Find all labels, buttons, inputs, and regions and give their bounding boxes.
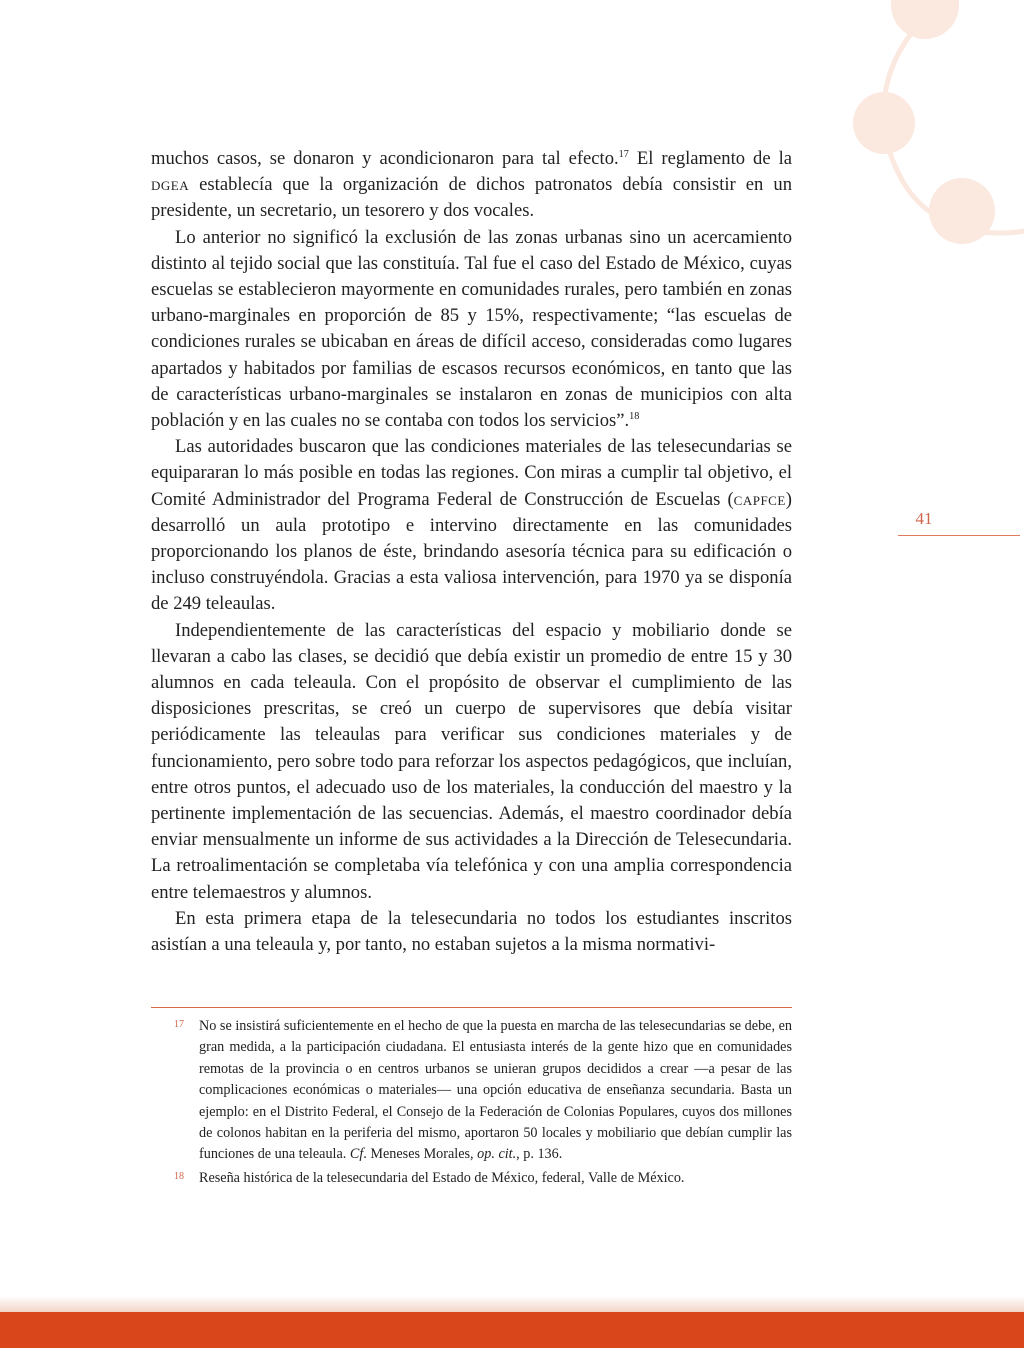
decorative-arc: [884, 0, 1024, 233]
paragraph-1-text-c: establecía que la organización de dichos patronatos debía consistir en un presidente, un secretario, un tesorero y dos vocales.: [151, 174, 792, 222]
paragraph-5: En esta primera etapa de la telesecundaria no todos los estudiantes inscritos asistían a una teleaula y, por tanto, no estaban sujetos a la misma normativi-: [151, 907, 792, 956]
paragraph-1: [151, 146, 792, 225]
paragraph-3-text-b: ) desarrolló un aula prototipo e intervino directamente en las comunidades proporcionando los planos de éste, brindando asesoría técnica para su edificación o incluso construyéndola. Gracias a esta valiosa intervención, para 1970 ya se disponía de 249 teleaulas.: [151, 488, 792, 615]
paragraph-3-text-a: Las autoridades buscaron que las condiciones materiales de las telesecundarias se equipararan lo más posible en todas las regiones. Con miras a cumplir tal objetivo, el Comité Administrador del Programa Federal de Construcción de Escuelas (: [151, 436, 792, 510]
footnote-17-cf: Cf: [349, 1146, 364, 1163]
paragraph-4: Independientemente de las características del espacio y mobiliario donde se llevaran a cabo las clases, se decidió que debía existir un promedio de entre 15 y 30 alumnos en cada teleaula. Con el propósito de observar el cumplimiento de las disposiciones prescritas, se creó un cuerpo de supervisores que debía visitar periódicamente las teleaulas para verificar sus condiciones materiales y de funcionamiento, pero sobre todo para reforzar los aspectos pedagógicos, que incluían, entre otros puntos, el adecuado uso de los materiales, la conducción del maestro y la pertinente implementación de las secuencias. Además, el maestro coordinador debía enviar mensualmente un informe de sus actividades a la Dirección de Telesecundaria. La retroalimentación se completaba vía telefónica y con una amplia correspondencia entre telemaestros y alumnos.: [151, 619, 792, 903]
footnote-text: Reseña histórica de la telesecundaria del Estado de México, federal, Valle de México.: [199, 1169, 685, 1186]
decorative-circle-top: [891, 0, 959, 39]
abbreviation-dgea: dgea: [151, 174, 190, 196]
footnote-17-text-c: , p. 136.: [516, 1146, 563, 1163]
footnote-18: [151, 1168, 792, 1189]
decorative-circle-bottom: [929, 178, 995, 244]
footnote-separator: [151, 1007, 792, 1008]
decorative-circle-middle: [853, 92, 915, 154]
page-number-rule: [898, 535, 1020, 536]
footnote-ref-17: 17: [618, 148, 629, 160]
paragraph-2-text: Lo anterior no significó la exclusión de las zonas urbanas sino un acercamiento distinto al tejido social que las constituía. Tal fue el caso del Estado de México, cuyas escuelas se establecieron mayormente en comunidades rurales, pero también en zonas urbano-marginales en proporción de 85 y 15%, respectivamente; “las escuelas de condiciones rurales se ubicaban en áreas de difícil acceso, consideradas como lugares apartados y habitados por familias de escasos recursos económicos, en tanto que las de características urbano-marginales se instalaron en zonas de municipios con alta población y en las cuales no se contaba con todos los servicios”.: [151, 226, 792, 432]
footnote-ref-18: 18: [629, 410, 640, 422]
footnote-number: 17: [174, 1019, 184, 1030]
paragraph-1-text-a: muchos casos, se donaron y acondicionaron para tal efecto.: [151, 148, 619, 169]
main-text: [151, 146, 792, 958]
footnote-17-text-a: No se insistirá suficientemente en el hecho de que la puesta en marcha de las telesecundarias se debe, en gran medida, a la participación ciudadana. El entusiasta interés de la gente hizo que en comunidades remotas de la provincia o en centros urbanos se unieran grupos decididos a crear —a pesar de las complicaciones económicas o materiales— una opción educativa de enseñanza secundaria. Basta un ejemplo: en el Distrito Federal, el Consejo de la Federación de Colonias Populares, cuyos dos millones de colonos habitan en la periferia del mismo, aportaron 50 locales y mobiliario que debían cumplir las funciones de una teleaula.: [199, 1018, 792, 1163]
paragraph-2: [151, 225, 792, 435]
footnotes: [151, 1016, 792, 1189]
bottom-color-bar: [0, 1312, 1024, 1348]
footnote-17: [151, 1016, 792, 1166]
paragraph-1-text-b: El reglamento de la: [628, 148, 792, 169]
abbreviation-capfce: capfce: [733, 488, 786, 510]
footnote-17-opcit: op. cit.: [477, 1146, 517, 1163]
footnote-17-text-b: . Meneses Morales,: [363, 1146, 478, 1163]
paragraph-3: [151, 434, 792, 617]
footnote-number: 18: [174, 1170, 184, 1182]
page-number: 41: [915, 509, 933, 528]
bottom-gradient: [0, 1296, 1024, 1312]
footnote-text: [199, 1016, 792, 1166]
